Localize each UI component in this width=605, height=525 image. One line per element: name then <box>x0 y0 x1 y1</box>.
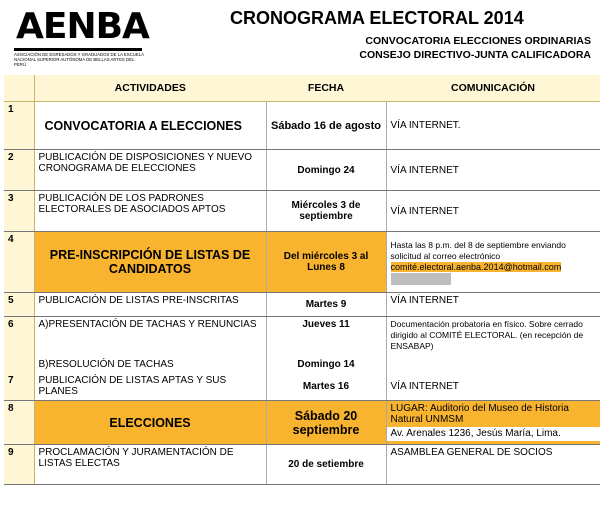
table-row <box>4 191 600 232</box>
row-activity: A)PRESENTACIÓN DE TACHAS Y RENUNCIAS <box>34 317 266 357</box>
row-activity: PUBLICACIÓN DE DISPOSICIONES Y NUEVO CRONOGRAMA DE ELECCIONES <box>34 150 266 191</box>
row-number: 9 <box>4 445 34 485</box>
row-communication <box>386 401 600 445</box>
row-activity: PRE-INSCRIPCIÓN DE LISTAS DE CANDIDATOS <box>34 232 266 293</box>
row-communication: ASAMBLEA GENERAL DE SOCIOS <box>386 445 600 485</box>
row-date: Sábado 16 de agosto <box>266 102 386 150</box>
row-communication: VÍA INTERNET <box>386 373 600 401</box>
table-row <box>4 373 600 401</box>
venue-address: Av. Arenales 1236, Jesús María, Lima. <box>387 427 601 441</box>
subtitle-convocatoria: CONVOCATORIA ELECCIONES ORDINARIAS <box>365 35 591 47</box>
row-date: Martes 16 <box>266 373 386 401</box>
row-date: Sábado 20 septiembre <box>266 401 386 445</box>
table-header-row <box>4 75 600 102</box>
page-title: CRONOGRAMA ELECTORAL 2014 <box>230 8 524 28</box>
logo-rule <box>14 48 142 51</box>
row-communication <box>386 232 600 293</box>
logo-wordmark: AENBA <box>16 6 149 47</box>
table-row <box>4 293 600 317</box>
row-communication-text: Hasta las 8 p.m. del 8 de septiembre enviando solicitud al correo electrónico <box>390 239 566 261</box>
row-number: 6 <box>4 317 34 357</box>
row-activity: PROCLAMACIÓN Y JURAMENTACIÓN DE LISTAS ELECTAS <box>34 445 266 485</box>
row-number: 8 <box>4 401 34 445</box>
redacted-block <box>391 273 451 285</box>
table-row <box>4 401 600 445</box>
row-communication: VÍA INTERNET <box>386 150 600 191</box>
row-number: 5 <box>4 293 34 317</box>
row-number: 1 <box>4 102 34 150</box>
header-num <box>4 75 34 102</box>
row-communication <box>386 357 600 373</box>
row-communication: Documentación probatoria en físico. Sobre cerrado dirigido al COMITÉ ELECTORAL. (en recepción de ENSABAP) <box>390 319 584 351</box>
row-communication: VÍA INTERNET <box>386 191 600 232</box>
row-activity: B)RESOLUCIÓN DE TACHAS <box>34 357 266 373</box>
header-actividades: ACTIVIDADES <box>34 75 266 102</box>
table-row <box>4 445 600 485</box>
row-date: Jueves 11 <box>266 317 386 357</box>
row-number: 2 <box>4 150 34 191</box>
header-fecha: FECHA <box>266 75 386 102</box>
contact-email[interactable]: comité.electoral.aenba.2014@hotmail.com <box>390 261 562 272</box>
row-communication: VÍA INTERNET. <box>386 102 600 150</box>
row-date: Del miércoles 3 al Lunes 8 <box>266 232 386 293</box>
logo-subtitle: ASOCIACIÓN DE EGRESADOS Y GRADUADOS DE LA ESCUELA NACIONAL SUPERIOR AUTÓNOMA DE BELLAS ARTES DEL PERÚ <box>14 52 144 67</box>
header-comunicacion: COMUNICACIÓN <box>386 75 600 102</box>
row-communication: VÍA INTERNET <box>386 293 600 317</box>
row-activity: CONVOCATORIA A ELECCIONES <box>34 102 266 150</box>
row-date: Martes 9 <box>266 293 386 317</box>
row-date: Domingo 14 <box>266 357 386 373</box>
row-activity: PUBLICACIÓN DE LISTAS APTAS Y SUS PLANES <box>34 373 266 401</box>
row-date: 20 de setiembre <box>266 445 386 485</box>
row-activity: PUBLICACIÓN DE LOS PADRONES ELECTORALES DE ASOCIADOS APTOS <box>34 191 266 232</box>
row-activity: ELECCIONES <box>34 401 266 445</box>
table-row <box>4 102 600 150</box>
schedule-table <box>4 75 600 485</box>
row-date: Domingo 24 <box>266 150 386 191</box>
venue-name: LUGAR: Auditorio del Museo de Historia Natural UNMSM <box>390 403 569 425</box>
row-activity: PUBLICACIÓN DE LISTAS PRE-INSCRITAS <box>34 293 266 317</box>
row-number: 3 <box>4 191 34 232</box>
table-row <box>4 357 600 373</box>
table-row <box>4 317 600 357</box>
table-row <box>4 150 600 191</box>
row-number: 7 <box>4 373 34 401</box>
table-row <box>4 232 600 293</box>
row-number: 4 <box>4 232 34 293</box>
row-number <box>4 357 34 373</box>
row-date: Miércoles 3 de septiembre <box>266 191 386 232</box>
aenba-logo <box>8 6 149 67</box>
subtitle-consejo: CONSEJO DIRECTIVO-JUNTA CALIFICADORA <box>359 49 591 61</box>
